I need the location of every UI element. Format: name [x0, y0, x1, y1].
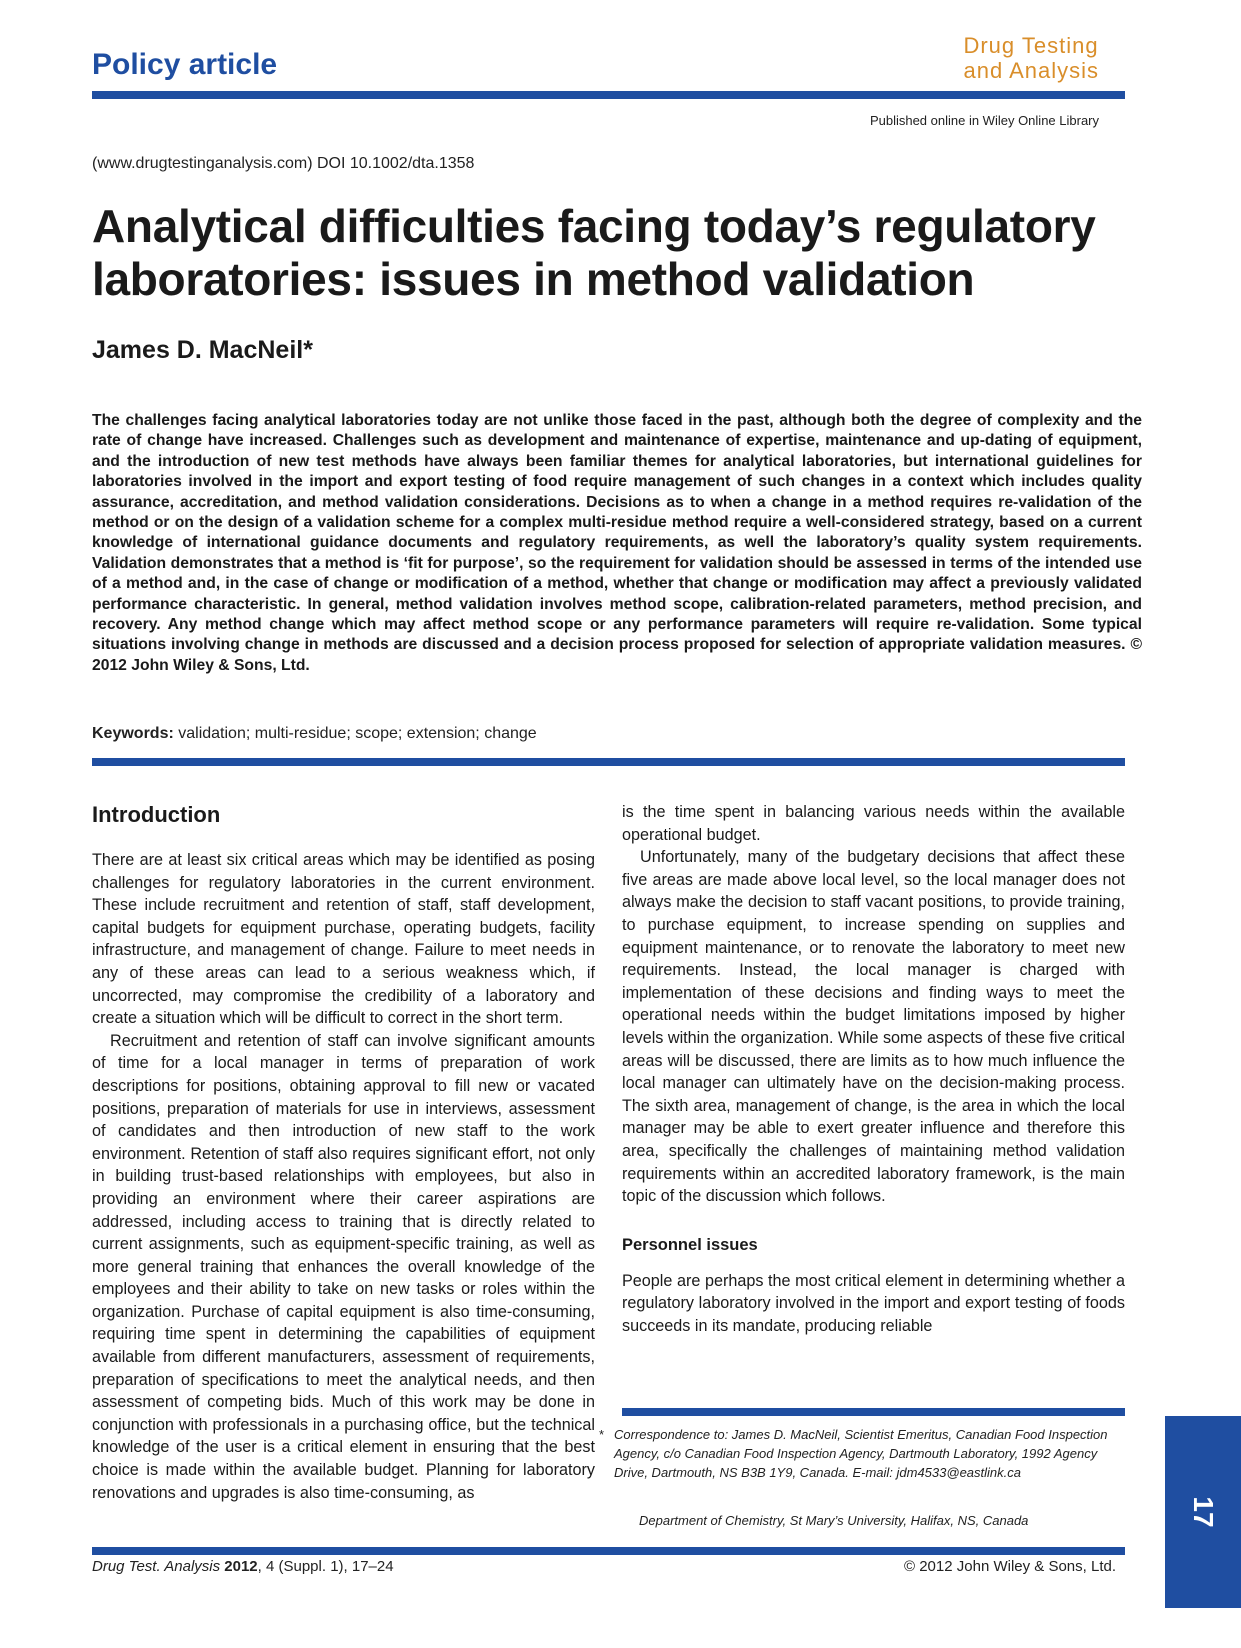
published-note: Published online in Wiley Online Library [869, 113, 1099, 128]
page-number: 17 [1188, 1496, 1219, 1528]
abstract-rule [92, 758, 1125, 766]
journal-name-line1: Drug Testing [963, 33, 1099, 58]
journal-abbrev: Drug Test. Analysis [92, 1558, 221, 1575]
right-column [622, 801, 1125, 1337]
personnel-paragraph-1: People are perhaps the most critical element in determining whether a regulatory laboratory involved in the import and export testing of foods succeeds in its mandate, producing reliable [622, 1271, 1125, 1335]
abstract: The challenges facing analytical laboratories today are not unlike those faced in the past, although both the degree of complexity and the rate of change have increased. Challenges such as development and maintenance of expertise, maintenance and up-dating of equipment, and the introduction of new test methods have always been familiar themes for analytical laboratories, but international guidelines for laboratories involved in the import and export testing of food require management of such changes in a context which includes quality assurance, accreditation, and method validation considerations. Decisions as to when a change in a method requires re-validation of the method or on the design of a validation scheme for a complex multi-residue method require a well-considered strategy, based on a current knowledge of international guidance documents and regulatory requirements, as well the laboratory’s quality system requirements. Validation demonstrates that a method is ‘fit for purpose’, so the requirement for validation should be assessed in terms of the intended use of a method and, in the case of change or modification of a method, whether that change or modification may affect a previously validated performance characteristic. In general, method validation involves method scope, calibration-related parameters, method precision, and recovery. Any method change which may affect method scope or any performance parameters will require re-validation. Some typical situations involving change in methods are discussed and a decision process proposed for selection of appropriate validation measures. © 2012 John Wiley & Sons, Ltd. [92, 412, 1142, 674]
copyright: © 2012 John Wiley & Sons, Ltd. [904, 1558, 1116, 1575]
journal-name-line2: and Analysis [963, 58, 1099, 83]
left-column [92, 801, 595, 1504]
article-title: Analytical difficulties facing today’s regulatory laboratories: issues in method validation [92, 200, 1096, 305]
correspondence-footnote [599, 1425, 1124, 1482]
right-paragraph-1: is the time spent in balancing various needs within the available operational budget. [622, 803, 1125, 844]
footnote-rule [622, 1408, 1125, 1416]
keywords-label: Keywords: [92, 725, 174, 742]
citation-year: 2012 [224, 1558, 258, 1575]
article-author: James D. MacNeil* [92, 336, 313, 364]
correspondence-text: Correspondence to: James D. MacNeil, Scientist Emeritus, Canadian Food Inspection Agency, c/o Canadian Food Inspection Agency, Dartmouth Laboratory, 1992 Agency Drive, Dartmouth, NS B3B 1Y9, Canada. E-mail: jdm4533@eastlink.ca [614, 1427, 1108, 1480]
footer-rule [92, 1547, 1125, 1555]
volume-info: , 4 (Suppl. 1), 17–24 [257, 1558, 394, 1575]
section-label: Policy article [92, 48, 278, 81]
keywords-list: validation; multi-residue; scope; extension; change [178, 725, 537, 742]
doi-line: (www.drugtestinganalysis.com) DOI 10.1002/dta.1358 [92, 155, 475, 172]
intro-paragraph-1: There are at least six critical areas which may be identified as posing challenges for regulatory laboratories in the current environment. These include recruitment and retention of staff, staff development, capital budgets for equipment purchase, operating budgets, facility infrastructure, and management of change. Failure to meet needs in any of these areas can lead to a serious weakness which, if uncorrected, may compromise the credibility of a laboratory and create a situation which will be difficult to correct in the short term. [92, 851, 595, 1028]
personnel-issues-heading: Personnel issues [622, 1235, 758, 1254]
page-number-tab [1165, 1416, 1241, 1608]
header-rule [92, 91, 1125, 99]
right-paragraph-2: Unfortunately, many of the budgetary decisions that affect these five areas are made above local level, so the local manager does not always make the decision to staff vacant positions, to provide training, to purchase equipment, to increase spending on supplies and equipment maintenance, or to renovate the laboratory to meet new requirements. Instead, the local manager is charged with implementation of these decisions and finding ways to meet the operational needs within the budget limitations imposed by higher levels within the organization. While some aspects of these five critical areas will be discussed, there are limits as to how much influence the local manager can ultimately have on the decision-making process. The sixth area, management of change, is the area in which the local manager may be able to exert greater influence and therefore this area, specifically the challenges of maintaining method validation requirements within an accredited laboratory framework, is the main topic of the discussion which follows. [622, 848, 1125, 1206]
introduction-heading: Introduction [92, 802, 221, 827]
intro-paragraph-2: Recruitment and retention of staff can involve significant amounts of time for a local manager in terms of preparation of work descriptions for positions, obtaining approval to fill new or vacated positions, preparation of materials for use in interviews, assessment of candidates and then introduction of new staff to the work environment. Retention of staff also requires significant effort, not only in building trust-based relationships with employees, but also in providing an environment where their career aspirations are addressed, including access to training that is directly related to current assignments, such as equipment-specific training, as well as more general training that enhances the overall knowledge of the employees and their ability to take on new tasks or roles within the organization. Purchase of capital equipment is also time-consuming, requiring time spent in determining the capabilities of equipment available from different manufacturers, assessment of requirements, preparation of specifications to meet the analytical needs, and then assessment of competing bids. Much of this work may be done in conjunction with professionals in a purchasing office, but the technical knowledge of the user is a critical element in ensuring that the best choice is made within the available budget. Planning for laboratory renovations and upgrades is also time-consuming, as [92, 1031, 595, 1502]
citation-line [92, 1558, 394, 1575]
department-affiliation: Department of Chemistry, St Mary’s University, Halifax, NS, Canada [639, 1513, 1029, 1528]
keywords [92, 725, 537, 743]
journal-logo [963, 33, 1099, 83]
footnote-star: * [599, 1427, 605, 1442]
